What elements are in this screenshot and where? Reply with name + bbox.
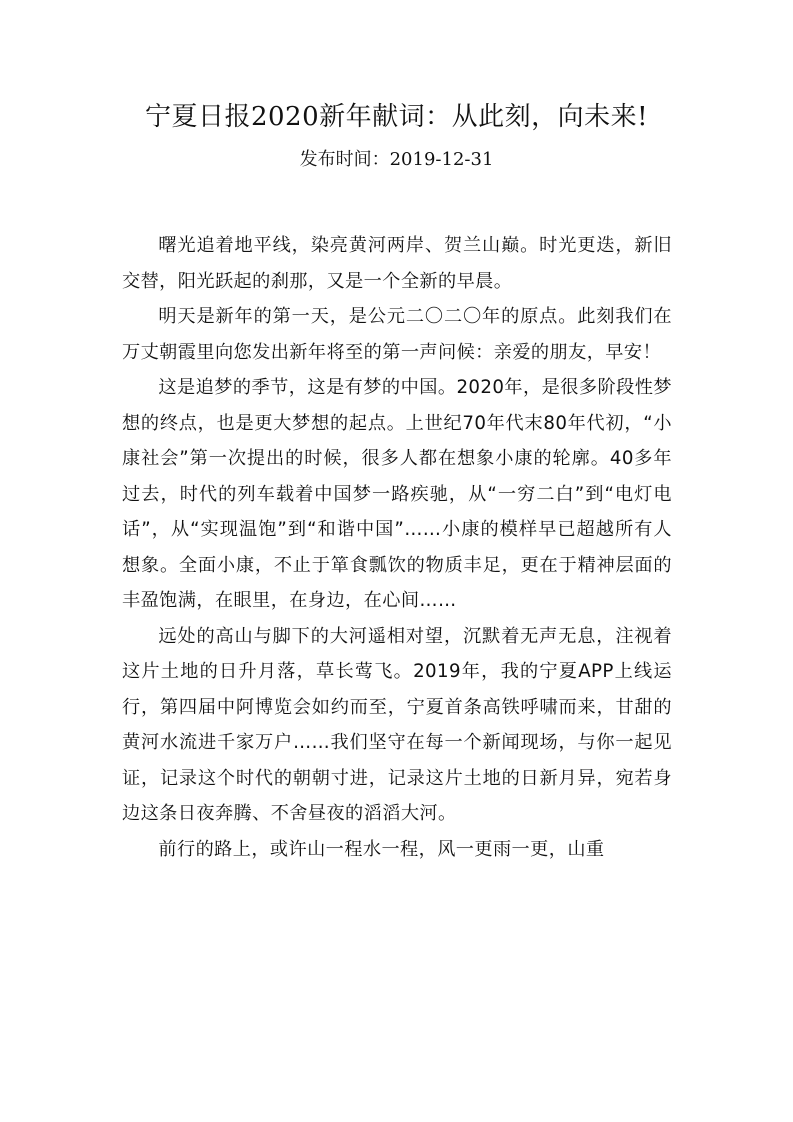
document-title: 宁夏日报2020新年献词：从此刻，向未来! — [144, 102, 649, 132]
paragraph: 这是追梦的季节，这是有梦的中国。2020年，是很多阶段性梦想的终点，也是更大梦想的起点。上世纪70年代末80年代初，“小康社会”第一次提出的时候，很多人都在想象小康的轮廓。40多年过去，时代的列车载着中国梦一路疾驰，从“一穷二白”到“电灯电话”，从“实现温饱”到“和谐中国”……小康的模样早已超越所有人想象。全面小康，不止于箪食瓢饮的物质丰足，更在于精神层面的丰盈饱满，在眼里，在身边，在心间…… — [122, 377, 672, 611]
paragraph: 明天是新年的第一天，是公元二〇二〇年的原点。此刻我们在万丈朝霞里向您发出新年将至的第一声问候：亲爱的朋友，早安！ — [122, 306, 672, 363]
paragraph: 远处的高山与脚下的大河遥相对望，沉默着无声无息，注视着这片土地的日升月落，草长莺飞。2019年，我的宁夏APP上线运行，第四届中阿博览会如约而至，宁夏首条高铁呼啸而来，甘甜的黄河水流进千家万户……我们坚守在每一个新闻现场，与你一起见证，记录这个时代的朝朝寸进，记录这片土地的日新月异，宛若身边这条日夜奔腾、不舍昼夜的滔滔大河。 — [122, 625, 672, 824]
publish-date-line — [0, 146, 793, 174]
article-body — [122, 228, 672, 867]
paragraph: 曙光追着地平线，染亮黄河两岸、贺兰山巅。时光更迭，新旧交替，阳光跃起的刹那，又是一个全新的早晨。 — [122, 235, 672, 292]
publish-date-value: 2019-12-31 — [389, 149, 494, 170]
publish-date-label: 发布时间： — [299, 149, 390, 170]
paragraph: 前行的路上，或许山一程水一程，风一更雨一更，山重 — [158, 838, 605, 860]
